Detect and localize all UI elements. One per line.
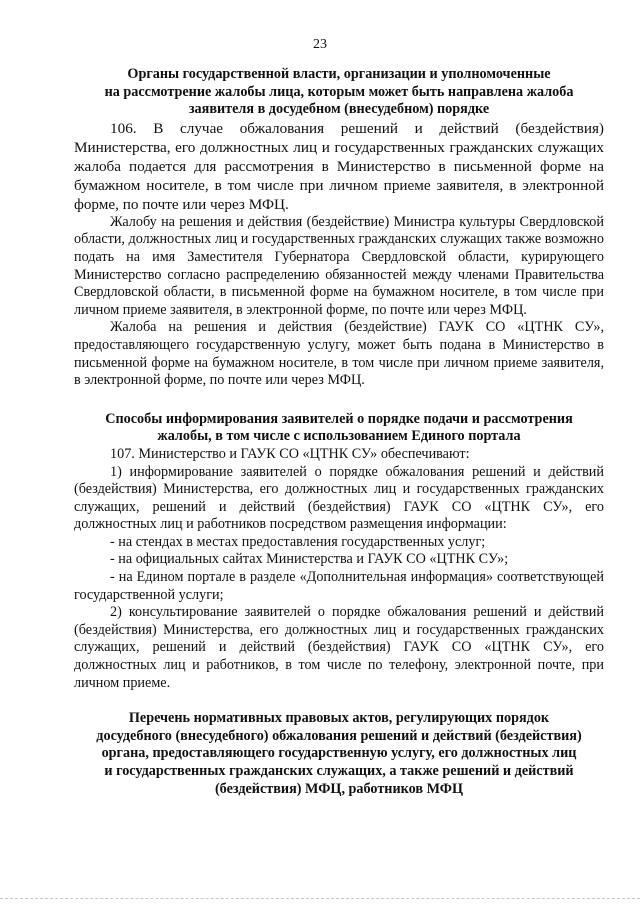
section-heading-legal-acts (74, 710, 604, 798)
heading-line: органа, предоставляющего государственную услугу, его должностных лиц (101, 745, 577, 762)
heading-line: Органы государственной власти, организации и уполномоченные (127, 66, 551, 82)
section-heading-informing-methods (74, 411, 604, 446)
section-spacer (74, 390, 604, 411)
heading-line: на рассмотрение жалобы лица, которым может быть направлена жалоба (104, 83, 574, 100)
paragraph-consulting: 2) консультирование заявителей о порядке обжалования решений и действий (бездействия) Министерства, его должностных лиц и государственных гражданских служащих, решений и действий (бездействия) ГАУК СО «ЦТНК СУ», его должностных лиц и работников, в том числе по телефону, электронной почте, при личном приеме. (74, 604, 604, 691)
page-number: 23 (313, 37, 327, 52)
heading-line: (бездействия) МФЦ, работников МФЦ (214, 780, 464, 797)
paragraph-107: 107. Министерство и ГАУК СО «ЦТНК СУ» обеспечивают: (110, 445, 470, 462)
paragraph-complaint-ctnk: Жалоба на решения и действия (бездействие) ГАУК СО «ЦТНК СУ», предоставляющего государственную услугу, может быть подана в Министерство в письменной форме на бумажном носителе, в том числе при личном приеме заявителя, в электронной форме, по почте или через МФЦ. (74, 319, 604, 389)
heading-line: жалобы, в том числе с использованием Единого портала (157, 428, 521, 445)
heading-line: Способы информирования заявителей о порядке подачи и рассмотрения (105, 410, 573, 427)
heading-line: Перечень нормативных правовых актов, регулирующих порядок (128, 710, 550, 727)
heading-line: досудебного (внесудебного) обжалования решений и действий (бездействия) (96, 727, 582, 744)
paragraph-106: 106. В случае обжалования решений и действий (бездействия) Министерства, его должностных лиц и государственных гражданских служащих жалоба подается для рассмотрения в Министерство в письменной форме на бумажном носителе, в том числе при личном приеме заявителя, в электронной форме, по почте или через МФЦ. (74, 119, 604, 213)
paragraph-complaint-to-deputy-governor: Жалобу на решения и действия (бездействие) Министра культуры Свердловской области, должностных лиц и государственных гражданских служащих также возможно подать на имя Заместителя Губернатора Свердловской области, курирующего Министерство согласно распределению обязанностей между членами Правительства Свердловской области, в письменной форме на бумажном носителе, в том числе при личном приеме заявителя, в электронной форме, по почте или через МФЦ. (74, 213, 604, 318)
list-item-stands: - на стендах в местах предоставления государственных услуг; (110, 533, 486, 550)
heading-line: и государственных гражданских служащих, а также решений и действий (104, 763, 574, 779)
section-spacer (74, 692, 604, 710)
document-body (74, 66, 604, 798)
paragraph-informing: 1) информирование заявителей о порядке обжалования решений и действий (бездействия) Министерства, его должностных лиц и государственных гражданских служащих, решений и действий (бездействия) ГАУК СО «ЦТНК СУ», его должностных лиц и работников посредством размещения информации: (74, 463, 604, 533)
list-item-unified-portal: - на Едином портале в разделе «Дополнительная информация» соответствующей государственной услуги; (74, 569, 604, 603)
page-bottom-divider (0, 898, 640, 899)
list-item-official-sites: - на официальных сайтах Министерства и ГАУК СО «ЦТНК СУ»; (110, 551, 509, 568)
heading-line: заявителя в досудебном (внесудебном) порядке (188, 101, 490, 118)
section-heading-appeal-bodies (74, 66, 604, 119)
